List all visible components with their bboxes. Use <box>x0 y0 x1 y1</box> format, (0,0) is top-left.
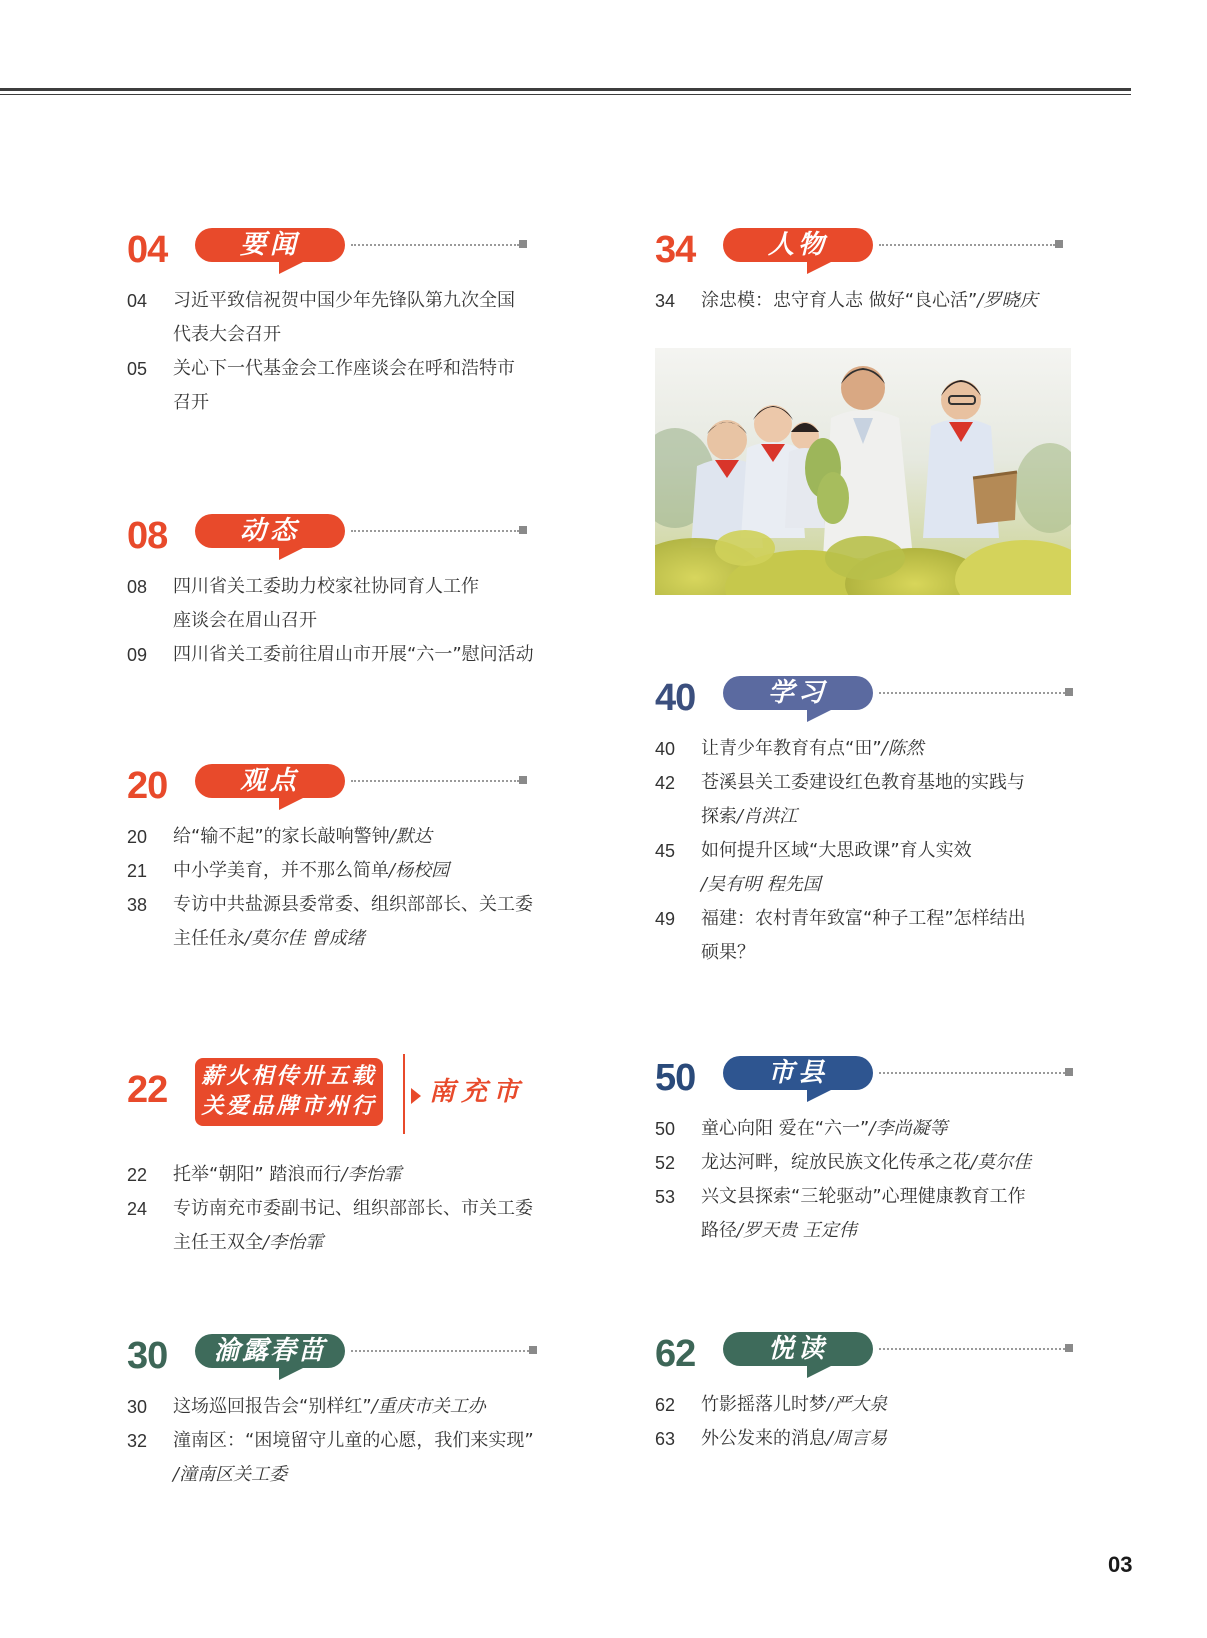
section-34 <box>655 224 1085 318</box>
toc-item[interactable] <box>127 570 557 638</box>
top-rule-thin <box>0 94 1131 95</box>
item-page: 38 <box>127 895 148 915</box>
toc-item[interactable] <box>127 888 557 956</box>
item-author: /陈然 <box>881 738 924 759</box>
item-title-line2: 座谈会在眉山召开 <box>173 610 317 631</box>
item-author: /吴有明 程先国 <box>701 874 821 895</box>
section-number: 30 <box>127 1335 168 1377</box>
item-title <box>701 902 1085 970</box>
item-title-text: 涂忠模：忠守育人志 做好“良心活” <box>701 290 978 311</box>
item-title-line1: 福建：农村青年致富“种子工程”怎样结出 <box>701 908 1026 929</box>
toc-item[interactable] <box>127 820 557 854</box>
item-author: /严大泉 <box>827 1394 888 1415</box>
item-title-line1: 潼南区：“困境留守儿童的心愿，我们来实现” <box>173 1430 534 1451</box>
item-title-text: 龙达河畔，绽放民族文化传承之花 <box>701 1152 971 1173</box>
item-author: /周言易 <box>827 1428 888 1449</box>
item-page: 30 <box>127 1397 148 1417</box>
section-tag-label: 学习 <box>767 678 828 708</box>
item-author: /李怡霏 <box>341 1164 402 1185</box>
section-tag <box>195 228 345 262</box>
item-author: /罗天贵 王定伟 <box>737 1220 857 1241</box>
item-author: /潼南区关工委 <box>173 1464 288 1485</box>
toc-item[interactable] <box>655 834 1085 902</box>
section-tag-label: 动态 <box>239 516 300 546</box>
item-title-text: 童心向阳 爱在“六一” <box>701 1118 870 1139</box>
toc-item[interactable] <box>127 1158 557 1192</box>
section-tag <box>723 228 873 262</box>
item-title <box>701 1422 1085 1456</box>
section-08 <box>127 510 557 672</box>
item-page: 45 <box>655 841 676 861</box>
item-title <box>173 854 557 888</box>
item-title <box>173 570 557 638</box>
item-title-line1: 专访南充市委副书记、组织部部长、市关工委 <box>173 1198 533 1219</box>
item-page: 42 <box>655 773 676 793</box>
toc-item[interactable] <box>127 284 557 352</box>
item-title <box>701 1180 1085 1248</box>
section-number: 62 <box>655 1333 696 1375</box>
banner-city: 南充市 <box>429 1077 526 1107</box>
leader-dot <box>529 1346 537 1354</box>
item-title <box>701 1112 1085 1146</box>
section-number: 20 <box>127 765 168 807</box>
campaign-banner <box>195 1058 383 1126</box>
item-author: /莫尔佳 曾成绪 <box>245 928 365 949</box>
section-number: 34 <box>655 229 696 271</box>
section-number: 50 <box>655 1057 696 1099</box>
dotted-leader <box>879 244 1055 246</box>
item-title <box>701 834 1085 902</box>
item-title <box>173 352 557 420</box>
item-title <box>701 732 1085 766</box>
item-title-line1: 专访中共盐源县委常委、组织部部长、关工委 <box>173 894 533 915</box>
item-title-text: 竹影摇落儿时梦 <box>701 1394 827 1415</box>
item-title-text: 托举“朝阳” 踏浪而行 <box>173 1164 342 1185</box>
item-title <box>173 820 557 854</box>
item-title-line1: 关心下一代基金会工作座谈会在呼和浩特市 <box>173 358 515 379</box>
arrow-icon <box>411 1088 421 1104</box>
section-tag-label: 观点 <box>239 766 300 796</box>
toc-item[interactable] <box>655 1146 1085 1180</box>
section-tag <box>195 1334 345 1368</box>
item-title <box>173 888 557 956</box>
item-title-line2: 主任任永 <box>173 928 245 949</box>
feature-photo <box>655 348 1071 595</box>
section-tag-label: 市县 <box>767 1058 828 1088</box>
item-title <box>173 284 557 352</box>
item-author: /罗晓庆 <box>977 290 1038 311</box>
section-04 <box>127 224 557 420</box>
toc-item[interactable] <box>655 766 1085 834</box>
section-20 <box>127 760 557 956</box>
item-title-text: 给“输不起”的家长敲响警钟 <box>173 826 390 847</box>
banner-line-1: 薪火相传卅五载 <box>201 1064 377 1089</box>
toc-item[interactable] <box>655 1112 1085 1146</box>
item-page: 52 <box>655 1153 676 1173</box>
toc-item[interactable] <box>127 352 557 420</box>
item-title <box>701 284 1085 318</box>
toc-item[interactable] <box>127 638 557 672</box>
banner-line-2: 关爱品牌市州行 <box>201 1094 377 1119</box>
section-tag <box>723 1332 873 1366</box>
leader-dot <box>1055 240 1063 248</box>
item-page: 53 <box>655 1187 676 1207</box>
item-page: 63 <box>655 1429 676 1449</box>
item-page: 04 <box>127 291 148 311</box>
section-30 <box>127 1330 557 1492</box>
section-tag <box>195 514 345 548</box>
item-page: 20 <box>127 827 148 847</box>
section-tag <box>195 764 345 798</box>
toc-item[interactable] <box>655 1422 1085 1456</box>
item-page: 50 <box>655 1119 676 1139</box>
item-title <box>701 766 1085 834</box>
item-author: /杨校园 <box>389 860 450 881</box>
section-tag-label: 渝露春苗 <box>213 1336 326 1366</box>
item-page: 32 <box>127 1431 148 1451</box>
item-title-line1: 苍溪县关工委建设红色教育基地的实践与 <box>701 772 1025 793</box>
item-title-line1: 兴文县探索“三轮驱动”心理健康教育工作 <box>701 1186 1026 1207</box>
toc-item[interactable] <box>127 1424 557 1492</box>
section-50 <box>655 1052 1085 1248</box>
leader-dot <box>1065 688 1073 696</box>
leader-dot <box>1065 1344 1073 1352</box>
leader-dot <box>519 526 527 534</box>
leader-dot <box>519 776 527 784</box>
section-number: 08 <box>127 515 168 557</box>
item-title-line1: 习近平致信祝贺中国少年先锋队第九次全国 <box>173 290 515 311</box>
item-page: 49 <box>655 909 676 929</box>
toc-item[interactable] <box>127 1192 557 1260</box>
toc-item[interactable] <box>655 284 1085 318</box>
item-title: 四川省关工委前往眉山市开展“六一”慰问活动 <box>173 644 534 665</box>
top-rule-thick <box>0 88 1131 91</box>
section-tag-label: 悦读 <box>767 1334 828 1364</box>
item-title <box>173 1192 557 1260</box>
item-author: /李怡霏 <box>263 1232 324 1253</box>
dotted-leader <box>879 1072 1065 1074</box>
item-title-line1: 四川省关工委助力校家社协同育人工作 <box>173 576 479 597</box>
section-tag <box>723 1056 873 1090</box>
item-page: 05 <box>127 359 148 379</box>
item-title-text: 外公发来的消息 <box>701 1428 827 1449</box>
item-title-line2: 代表大会召开 <box>173 324 281 345</box>
item-page: 62 <box>655 1395 676 1415</box>
dotted-leader <box>351 780 519 782</box>
photo-children-vegetable-garden <box>655 348 1071 595</box>
toc-item[interactable] <box>655 1180 1085 1248</box>
dotted-leader <box>351 530 519 532</box>
toc-item[interactable] <box>127 1390 557 1424</box>
toc-item[interactable] <box>127 854 557 888</box>
section-tag-label: 要闻 <box>239 230 300 260</box>
item-title-line2: 召开 <box>173 392 209 413</box>
item-title <box>173 1390 557 1424</box>
item-page: 08 <box>127 577 148 597</box>
section-number: 40 <box>655 677 696 719</box>
dotted-leader <box>879 1348 1065 1350</box>
item-title <box>173 1424 557 1492</box>
toc-item[interactable] <box>655 902 1085 970</box>
section-tag <box>723 676 873 710</box>
item-page: 24 <box>127 1199 148 1219</box>
item-title-text: 让青少年教育有点“田” <box>701 738 882 759</box>
item-page: 09 <box>127 645 148 665</box>
item-author: /默达 <box>389 826 432 847</box>
dotted-leader <box>351 1350 529 1352</box>
item-title-text: 中小学美育，并不那么简单 <box>173 860 389 881</box>
item-title-line2: 路径 <box>701 1220 737 1241</box>
item-page: 22 <box>127 1165 148 1185</box>
banner-divider <box>403 1054 405 1134</box>
toc-item[interactable] <box>655 1388 1085 1422</box>
item-title-line2: 硕果？ <box>701 942 755 963</box>
toc-item[interactable] <box>655 732 1085 766</box>
item-title-text: 这场巡回报告会“别样红” <box>173 1396 372 1417</box>
page-number: 03 <box>1108 1552 1133 1577</box>
item-author: /莫尔佳 <box>971 1152 1032 1173</box>
item-title <box>173 1158 557 1192</box>
item-page: 40 <box>655 739 676 759</box>
leader-dot <box>519 240 527 248</box>
leader-dot <box>1065 1068 1073 1076</box>
item-title-line1: 如何提升区域“大思政课”育人实效 <box>701 840 972 861</box>
dotted-leader <box>879 692 1065 694</box>
section-62 <box>655 1328 1085 1456</box>
item-title <box>701 1146 1085 1180</box>
item-title-line2: 探索 <box>701 806 737 827</box>
section-22 <box>127 1064 557 1260</box>
item-page: 21 <box>127 861 148 881</box>
section-40 <box>655 672 1085 970</box>
item-author: /重庆市关工办 <box>371 1396 486 1417</box>
item-page: 34 <box>655 291 676 311</box>
item-title <box>701 1388 1085 1422</box>
item-author: /李尚凝等 <box>869 1118 948 1139</box>
item-title-line2: 主任王双全 <box>173 1232 263 1253</box>
item-author: /肖洪江 <box>737 806 798 827</box>
section-number: 22 <box>127 1069 168 1111</box>
section-tag-label: 人物 <box>767 230 828 260</box>
section-number: 04 <box>127 229 168 271</box>
dotted-leader <box>351 244 519 246</box>
